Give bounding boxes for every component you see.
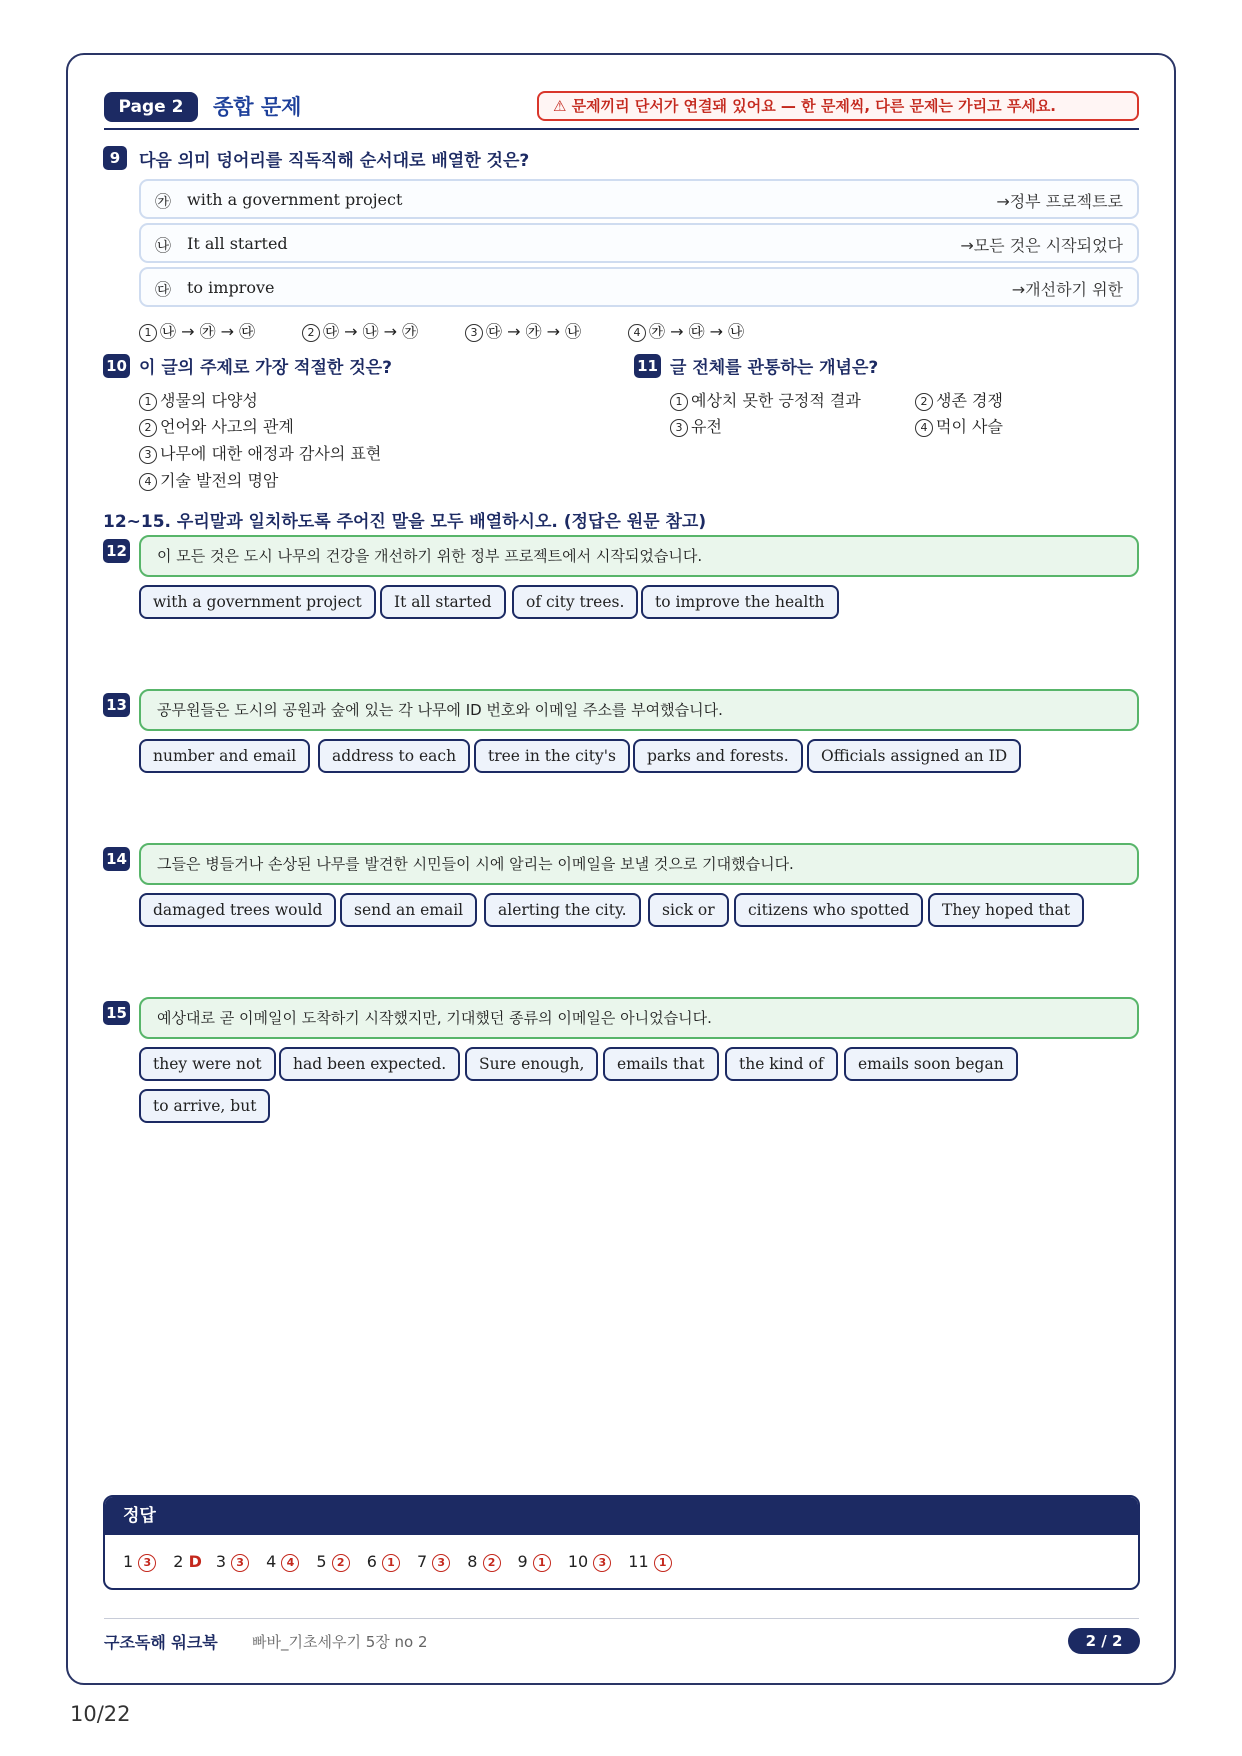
question-number-9: 9 (103, 146, 127, 170)
korean-hint: 공무원들은 도시의 공원과 숲에 있는 각 나무에 ID 번호와 이메일 주소를 부여했습니다. (139, 689, 1139, 731)
word-chip[interactable]: emails that (603, 1047, 719, 1081)
choice-number: 2 (139, 419, 157, 437)
footer-subtitle: 빠바_기초세우기 5장 no 2 (252, 1633, 428, 1651)
question-number-14: 14 (103, 847, 130, 871)
answer-value (593, 1552, 614, 1571)
answer-key-row (123, 1552, 689, 1572)
chunk-english: It all started (187, 234, 288, 253)
q9-choice-2[interactable] (302, 319, 418, 342)
choice-number: 4 (915, 419, 933, 437)
answer-item (628, 1552, 674, 1571)
answer-question-number: 9 (517, 1552, 528, 1571)
answer-item (417, 1552, 453, 1571)
answer-question-number: 11 (628, 1552, 649, 1571)
answer-circled-number: 1 (654, 1554, 672, 1572)
document-page-counter: 10/22 (70, 1702, 131, 1726)
chunk-korean: →모든 것은 시작되었다 (960, 236, 1123, 255)
section-title: 종합 문제 (213, 95, 302, 119)
answer-circled-number: 1 (533, 1554, 551, 1572)
q9-choice-1[interactable] (139, 319, 255, 342)
choice-text: 기술 발전의 명암 (160, 471, 279, 490)
question-number-10: 10 (103, 354, 130, 378)
answer-item (518, 1552, 554, 1571)
page-indicator: 2 / 2 (1068, 1628, 1140, 1654)
word-chip[interactable]: they were not (139, 1047, 276, 1081)
answer-circled-number: 1 (382, 1554, 400, 1572)
answer-question-number: 8 (467, 1552, 478, 1571)
page-badge: Page 2 (104, 92, 198, 122)
answer-item (467, 1552, 503, 1571)
choice-number: 3 (670, 419, 688, 437)
answer-question-number: 1 (123, 1552, 134, 1571)
answer-question-number: 4 (266, 1552, 277, 1571)
word-chip[interactable]: to arrive, but (139, 1089, 270, 1123)
choice-number: 1 (670, 393, 688, 411)
arrange-instruction: 12~15. 우리말과 일치하도록 주어진 말을 모두 배열하시오. (정답은 원문 참고) (103, 512, 707, 532)
chunk-item (139, 267, 1139, 307)
answer-item (216, 1552, 252, 1571)
q11-choice-1[interactable] (670, 388, 861, 411)
choice-number: 2 (302, 324, 320, 342)
answer-value: D (188, 1552, 202, 1571)
answer-question-number: 6 (366, 1552, 377, 1571)
choice-text: 생물의 다양성 (160, 391, 258, 410)
q11-choice-2[interactable] (915, 388, 1003, 411)
choice-number: 4 (139, 473, 157, 491)
choice-number: 1 (139, 393, 157, 411)
q11-choice-3[interactable] (670, 414, 722, 437)
chunk-korean: →정부 프로젝트로 (996, 192, 1123, 211)
answer-circled-number: 2 (332, 1554, 350, 1572)
answer-value (382, 1552, 403, 1571)
choice-text: ㉰ → ㉮ → ㉯ (486, 322, 582, 341)
q10-choice-2[interactable] (139, 414, 294, 437)
word-chip[interactable]: alerting the city. (484, 893, 641, 927)
q9-choice-4[interactable] (628, 319, 744, 342)
chunk-mark: ㉰ (155, 280, 172, 299)
answer-key-panel (103, 1495, 1140, 1590)
word-chip[interactable]: of city trees. (512, 585, 638, 619)
question-11-text: 글 전체를 관통하는 개념은? (670, 358, 879, 378)
choice-number: 3 (139, 446, 157, 464)
choice-number: 4 (628, 324, 646, 342)
word-chip[interactable]: citizens who spotted (734, 893, 923, 927)
word-chip[interactable]: It all started (380, 585, 506, 619)
word-chip[interactable]: tree in the city's (474, 739, 630, 773)
warning-banner: ⚠ 문제끼리 단서가 연결돼 있어요 — 한 문제씩, 다른 문제는 가리고 푸세요. (537, 91, 1139, 121)
answer-question-number: 5 (316, 1552, 327, 1571)
question-number-12: 12 (103, 539, 130, 563)
choice-text: ㉰ → ㉯ → ㉮ (323, 322, 419, 341)
answer-key-title: 정답 (105, 1497, 1138, 1535)
answer-item (367, 1552, 403, 1571)
footer-title: 구조독해 워크북 (104, 1633, 218, 1652)
question-10-text: 이 글의 주제로 가장 적절한 것은? (139, 358, 392, 378)
chunk-english: with a government project (187, 190, 403, 209)
answer-value (281, 1552, 302, 1571)
question-number-11: 11 (634, 354, 661, 378)
answer-value (138, 1552, 159, 1571)
choice-text: 예상치 못한 긍정적 결과 (691, 391, 861, 410)
word-chip[interactable]: number and email (139, 739, 310, 773)
word-chip[interactable]: They hoped that (928, 893, 1084, 927)
word-chip[interactable]: sick or (648, 893, 729, 927)
q10-choice-3[interactable] (139, 441, 381, 464)
answer-question-number: 2 (173, 1552, 184, 1571)
choice-text: ㉯ → ㉮ → ㉰ (160, 322, 256, 341)
answer-value (432, 1552, 453, 1571)
answer-item (316, 1552, 352, 1571)
q9-choice-3[interactable] (465, 319, 581, 342)
choice-number: 2 (915, 393, 933, 411)
answer-circled-number: 3 (138, 1554, 156, 1572)
q10-choice-1[interactable] (139, 388, 258, 411)
answer-question-number: 10 (567, 1552, 589, 1571)
korean-hint: 그들은 병들거나 손상된 나무를 발견한 시민들이 시에 알리는 이메일을 보낼 것으로 기대했습니다. (139, 843, 1139, 885)
header-divider (104, 128, 1139, 130)
choice-text: 먹이 사슬 (936, 417, 1003, 436)
answer-item (173, 1552, 202, 1571)
answer-circled-number: 3 (231, 1554, 249, 1572)
answer-item (123, 1552, 159, 1571)
choice-text: 생존 경쟁 (936, 391, 1003, 410)
word-chip[interactable]: with a government project (139, 585, 376, 619)
answer-value (332, 1552, 353, 1571)
word-chip[interactable]: emails soon began (844, 1047, 1018, 1081)
word-chip[interactable]: Officials assigned an ID (807, 739, 1021, 773)
answer-value (654, 1552, 675, 1571)
chunk-item (139, 223, 1139, 263)
question-number-13: 13 (103, 693, 130, 717)
word-chip[interactable]: address to each (318, 739, 470, 773)
question-number-15: 15 (103, 1001, 130, 1025)
choice-text: ㉮ → ㉰ → ㉯ (649, 322, 745, 341)
answer-circled-number: 2 (483, 1554, 501, 1572)
word-chip[interactable]: Sure enough, (465, 1047, 598, 1081)
choice-text: 언어와 사고의 관계 (160, 417, 294, 436)
chunk-item (139, 179, 1139, 219)
answer-value (231, 1552, 252, 1571)
word-chip[interactable]: parks and forests. (633, 739, 803, 773)
q11-choice-4[interactable] (915, 414, 1003, 437)
word-chip[interactable]: had been expected. (279, 1047, 460, 1081)
word-chip[interactable]: damaged trees would (139, 893, 336, 927)
word-chip[interactable]: the kind of (725, 1047, 838, 1081)
choice-number: 3 (465, 324, 483, 342)
choice-text: 유전 (691, 417, 722, 436)
chunk-korean: →개선하기 위한 (1011, 280, 1123, 299)
chunk-english: to improve (187, 278, 275, 297)
answer-item (568, 1552, 614, 1571)
answer-circled-number: 4 (281, 1554, 299, 1572)
choice-number: 1 (139, 324, 157, 342)
answer-value (483, 1552, 504, 1571)
q10-choice-4[interactable] (139, 468, 278, 491)
choice-text: 나무에 대한 애정과 감사의 표현 (160, 444, 382, 463)
answer-circled-number: 3 (593, 1554, 611, 1572)
word-chip[interactable]: to improve the health (641, 585, 839, 619)
chunk-mark: ㉯ (155, 236, 172, 255)
word-chip[interactable]: send an email (340, 893, 477, 927)
footer-divider (104, 1618, 1139, 1619)
chunk-mark: ㉮ (155, 192, 172, 211)
korean-hint: 예상대로 곧 이메일이 도착하기 시작했지만, 기대했던 종류의 이메일은 아니었습니다. (139, 997, 1139, 1039)
answer-question-number: 3 (215, 1552, 227, 1571)
question-9-text: 다음 의미 덩어리를 직독직해 순서대로 배열한 것은? (139, 151, 530, 171)
answer-question-number: 7 (416, 1552, 428, 1571)
answer-value (533, 1552, 554, 1571)
korean-hint: 이 모든 것은 도시 나무의 건강을 개선하기 위한 정부 프로젝트에서 시작되었습니다. (139, 535, 1139, 577)
answer-circled-number: 3 (432, 1554, 450, 1572)
answer-item (266, 1552, 302, 1571)
